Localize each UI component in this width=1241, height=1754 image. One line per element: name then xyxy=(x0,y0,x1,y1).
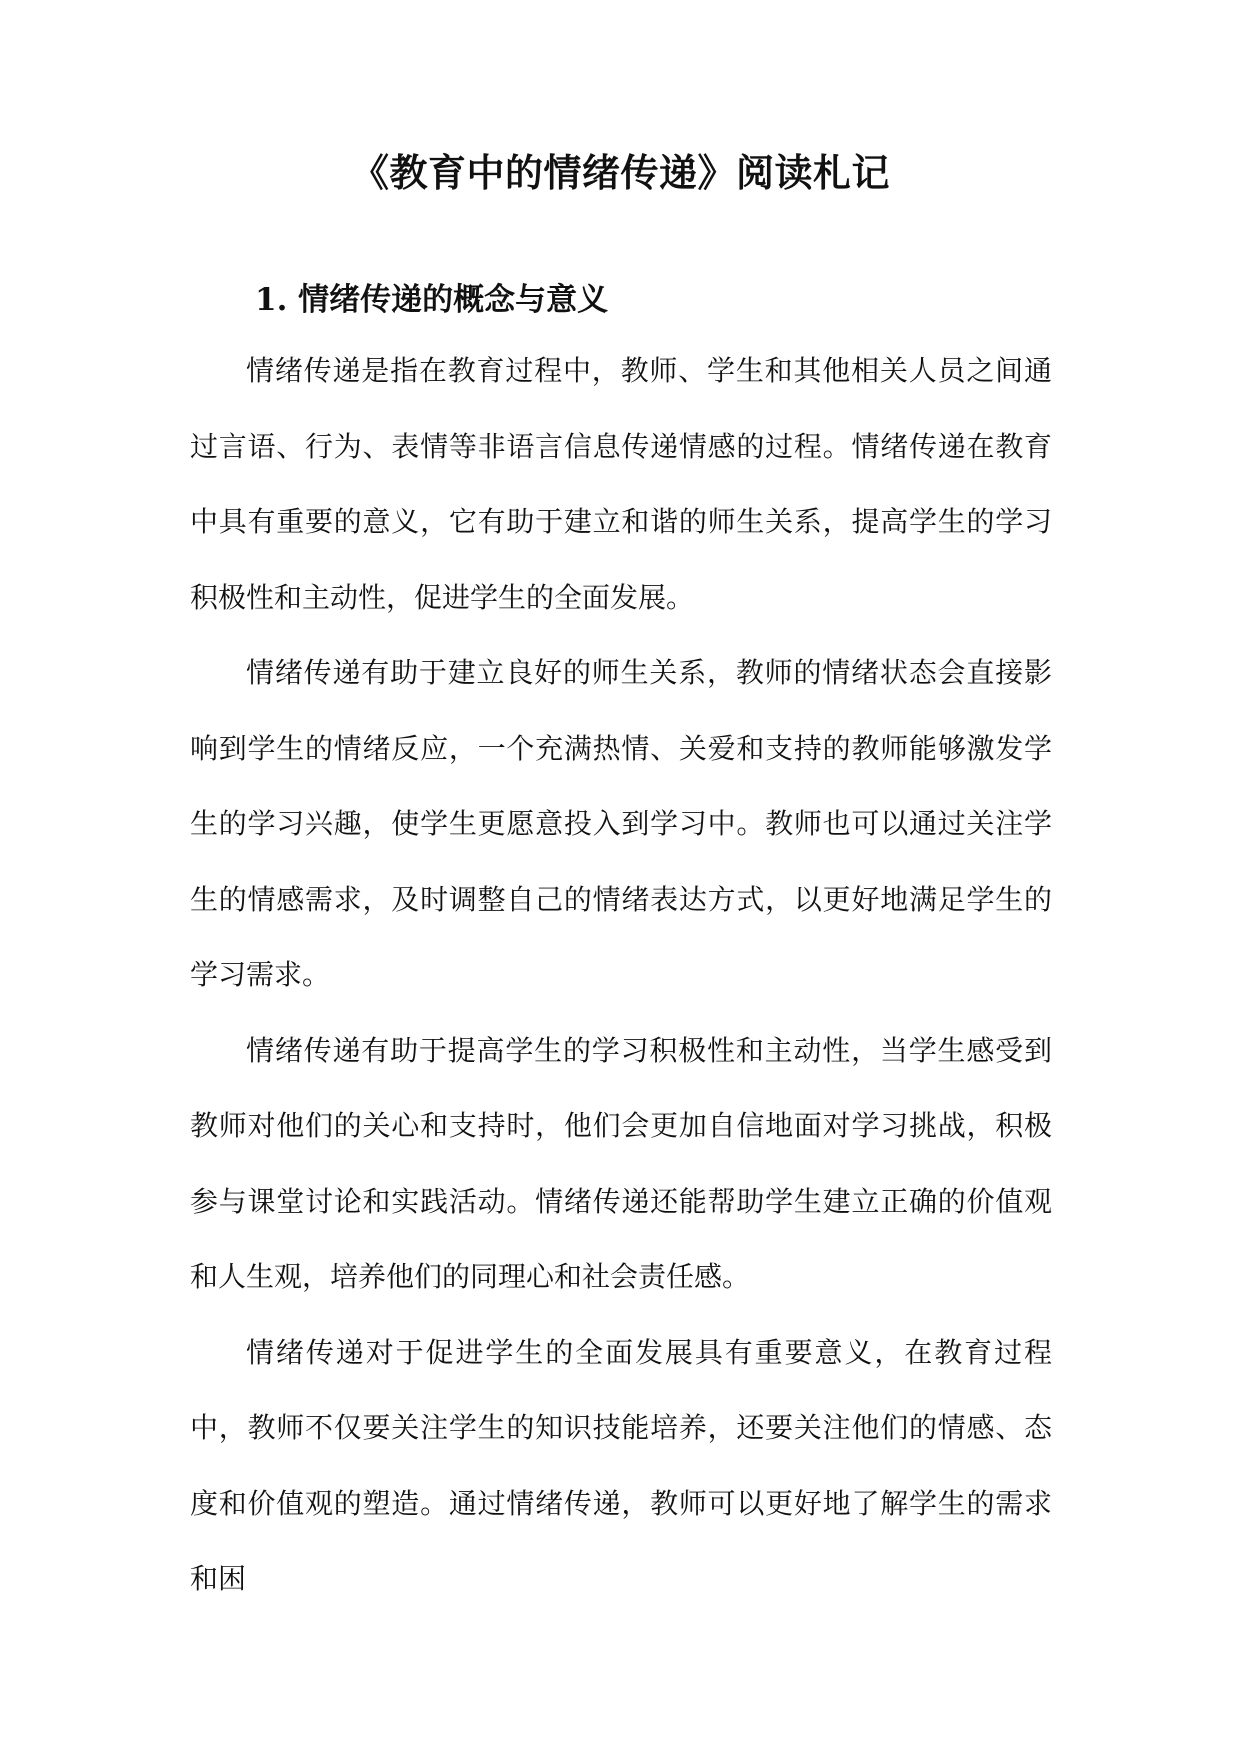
section-heading: 1. 情绪传递的概念与意义 xyxy=(255,282,609,318)
paragraph: 情绪传递对于促进学生的全面发展具有重要意义，在教育过程中，教师不仅要关注学生的知识技能培养，还要关注他们的情感、态度和价值观的塑造。通过情绪传递，教师可以更好地了解学生的需求和困 xyxy=(190,1335,1052,1595)
document-title: 《教育中的情绪传递》阅读札记 xyxy=(350,150,890,195)
paragraph: 情绪传递是指在教育过程中，教师、学生和其他相关人员之间通过言语、行为、表情等非语言信息传递情感的过程。情绪传递在教育中具有重要的意义，它有助于建立和谐的师生关系，提高学生的学习积极性和主动性，促进学生的全面发展。 xyxy=(190,354,1052,614)
body-text xyxy=(190,333,1052,1617)
paragraph: 情绪传递有助于建立良好的师生关系，教师的情绪状态会直接影响到学生的情绪反应，一个充满热情、关爱和支持的教师能够激发学生的学习兴趣，使学生更愿意投入到学习中。教师也可以通过关注学生的情感需求，及时调整自己的情绪表达方式，以更好地满足学生的学习需求。 xyxy=(190,656,1052,991)
paragraph: 情绪传递有助于提高学生的学习积极性和主动性，当学生感受到教师对他们的关心和支持时，他们会更加自信地面对学习挑战，积极参与课堂讨论和实践活动。情绪传递还能帮助学生建立正确的价值观和人生观，培养他们的同理心和社会责任感。 xyxy=(190,1033,1052,1293)
